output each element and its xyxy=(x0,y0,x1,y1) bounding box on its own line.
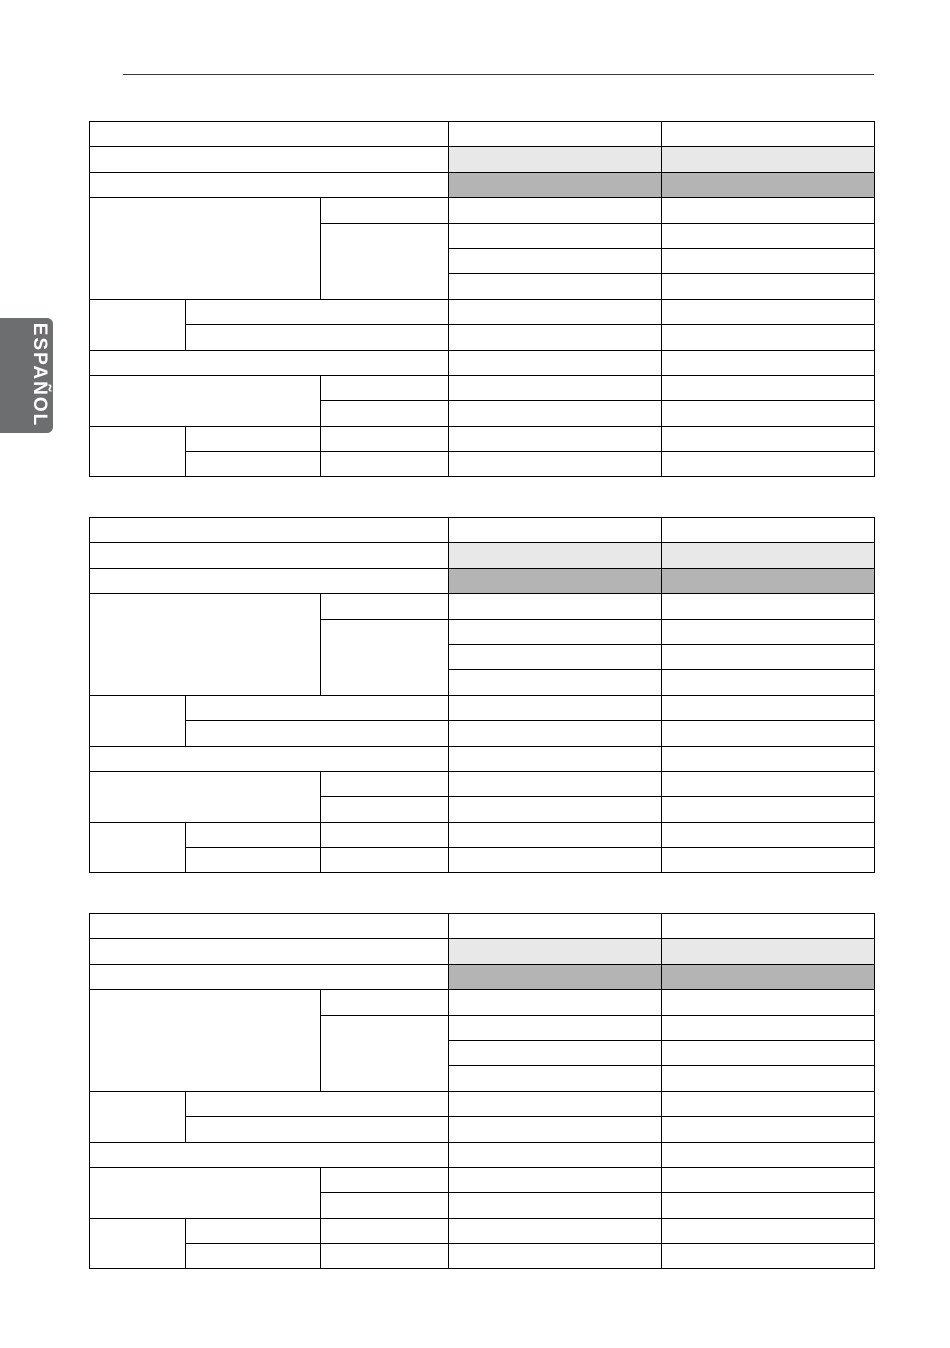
table-cell xyxy=(662,797,875,822)
table-row xyxy=(90,746,875,771)
table-cell xyxy=(662,644,875,669)
table-cell xyxy=(662,147,875,172)
table-cell xyxy=(90,1218,186,1269)
table-row xyxy=(90,518,875,543)
table-cell xyxy=(662,401,875,426)
table-cell xyxy=(449,746,662,771)
table-cell xyxy=(662,299,875,324)
table-cell xyxy=(662,426,875,451)
table-row xyxy=(90,848,875,873)
table-cell xyxy=(662,248,875,273)
table-cell xyxy=(662,1040,875,1065)
table-cell xyxy=(662,1091,875,1116)
table-cell xyxy=(186,822,321,847)
table-cell xyxy=(90,990,321,1092)
table-cell xyxy=(449,568,662,593)
table-cell xyxy=(186,426,321,451)
table-cell xyxy=(449,274,662,299)
table-cell xyxy=(90,568,449,593)
table-cell xyxy=(449,518,662,543)
table-cell xyxy=(321,198,449,223)
table-row xyxy=(90,822,875,847)
table-row xyxy=(90,1167,875,1192)
table-cell xyxy=(662,1117,875,1142)
table-cell xyxy=(90,746,449,771)
table-cell xyxy=(662,670,875,695)
table-row xyxy=(90,325,875,350)
table-row xyxy=(90,1091,875,1116)
table-row xyxy=(90,964,875,989)
table-cell xyxy=(449,350,662,375)
table-cell xyxy=(321,375,449,400)
language-tab-label: ESPAÑOL xyxy=(29,322,50,428)
table-cell xyxy=(186,695,449,720)
header-rule xyxy=(123,74,874,75)
table-cell xyxy=(449,426,662,451)
table-cell xyxy=(90,172,449,197)
table-cell xyxy=(449,1091,662,1116)
table-cell xyxy=(186,325,449,350)
table-cell xyxy=(90,1142,449,1167)
table-cell xyxy=(90,771,321,822)
table-cell xyxy=(186,721,449,746)
table-cell xyxy=(90,375,321,426)
table-row xyxy=(90,350,875,375)
table-cell xyxy=(662,939,875,964)
table-cell xyxy=(662,695,875,720)
table-row xyxy=(90,122,875,147)
table-row xyxy=(90,1117,875,1142)
table-cell xyxy=(662,518,875,543)
table-cell xyxy=(449,1015,662,1040)
table-cell xyxy=(662,543,875,568)
table-cell xyxy=(321,797,449,822)
table-cell xyxy=(321,223,449,299)
table-cell xyxy=(449,1117,662,1142)
table-cell xyxy=(90,939,449,964)
table-row xyxy=(90,939,875,964)
table-cell xyxy=(90,1091,186,1142)
table-cell xyxy=(449,797,662,822)
table-cell xyxy=(449,122,662,147)
table-row xyxy=(90,198,875,223)
table-cell xyxy=(449,939,662,964)
table-cell xyxy=(321,990,449,1015)
table-cell xyxy=(449,248,662,273)
table-cell xyxy=(449,644,662,669)
table-cell xyxy=(449,198,662,223)
table-cell xyxy=(662,375,875,400)
table-row xyxy=(90,147,875,172)
table-cell xyxy=(321,848,449,873)
table-row xyxy=(90,771,875,796)
table-cell xyxy=(449,375,662,400)
table-cell xyxy=(90,122,449,147)
table-cell xyxy=(662,172,875,197)
table-row xyxy=(90,914,875,939)
table-cell xyxy=(662,274,875,299)
table-cell xyxy=(449,822,662,847)
table-cell xyxy=(321,1244,449,1269)
table-cell xyxy=(449,594,662,619)
table-cell xyxy=(449,543,662,568)
table-cell xyxy=(662,964,875,989)
table-cell xyxy=(186,452,321,477)
table-cell xyxy=(662,914,875,939)
table-cell xyxy=(90,914,449,939)
table-cell xyxy=(321,822,449,847)
table-cell xyxy=(449,1167,662,1192)
table-cell xyxy=(662,1167,875,1192)
table-cell xyxy=(321,771,449,796)
table-cell xyxy=(662,350,875,375)
table-row xyxy=(90,568,875,593)
table-cell xyxy=(449,401,662,426)
table-cell xyxy=(449,990,662,1015)
table-cell xyxy=(186,1218,321,1243)
table-row xyxy=(90,1218,875,1243)
table-cell xyxy=(662,198,875,223)
table-cell xyxy=(449,223,662,248)
table-row xyxy=(90,695,875,720)
table-cell xyxy=(321,426,449,451)
table-cell xyxy=(662,1244,875,1269)
table-cell xyxy=(662,771,875,796)
table-cell xyxy=(449,452,662,477)
table-cell xyxy=(662,452,875,477)
spec-table-2 xyxy=(89,517,875,873)
table-cell xyxy=(321,452,449,477)
table-cell xyxy=(90,822,186,873)
table-cell xyxy=(662,746,875,771)
table-cell xyxy=(449,1066,662,1091)
table-cell xyxy=(449,670,662,695)
table-row xyxy=(90,172,875,197)
table-cell xyxy=(321,1193,449,1218)
table-cell xyxy=(662,619,875,644)
table-cell xyxy=(186,848,321,873)
table-cell xyxy=(449,964,662,989)
table-cell xyxy=(662,721,875,746)
table-cell xyxy=(449,325,662,350)
table-cell xyxy=(90,1167,321,1218)
table-cell xyxy=(90,543,449,568)
table-cell xyxy=(321,594,449,619)
table-cell xyxy=(662,1193,875,1218)
table-cell xyxy=(662,1066,875,1091)
table-cell xyxy=(662,223,875,248)
table-cell xyxy=(90,299,186,350)
table-cell xyxy=(662,822,875,847)
table-cell xyxy=(449,1218,662,1243)
table-cell xyxy=(90,695,186,746)
table-row xyxy=(90,452,875,477)
table-cell xyxy=(662,848,875,873)
table-cell xyxy=(90,518,449,543)
table-cell xyxy=(449,1193,662,1218)
table-cell xyxy=(662,568,875,593)
table-cell xyxy=(449,914,662,939)
table-cell xyxy=(449,771,662,796)
table-cell xyxy=(90,594,321,696)
table-cell xyxy=(662,990,875,1015)
table-cell xyxy=(449,1244,662,1269)
table-cell xyxy=(662,594,875,619)
table-row xyxy=(90,594,875,619)
table-cell xyxy=(90,350,449,375)
table-cell xyxy=(449,695,662,720)
table-cell xyxy=(90,147,449,172)
table-cell xyxy=(662,325,875,350)
table-cell xyxy=(321,1015,449,1091)
table-cell xyxy=(449,147,662,172)
table-cell xyxy=(449,721,662,746)
table-cell xyxy=(662,1015,875,1040)
table-row xyxy=(90,543,875,568)
table-row xyxy=(90,721,875,746)
table-cell xyxy=(449,1142,662,1167)
table-cell xyxy=(662,1142,875,1167)
table-cell xyxy=(186,299,449,324)
table-cell xyxy=(186,1244,321,1269)
table-cell xyxy=(90,198,321,300)
table-cell xyxy=(449,1040,662,1065)
table-cell xyxy=(449,172,662,197)
table-row xyxy=(90,299,875,324)
spec-table-3 xyxy=(89,913,875,1269)
table-row xyxy=(90,426,875,451)
spec-table-1 xyxy=(89,121,875,477)
table-row xyxy=(90,375,875,400)
table-cell xyxy=(186,1091,449,1116)
table-row xyxy=(90,990,875,1015)
table-cell xyxy=(90,426,186,477)
table-cell xyxy=(662,122,875,147)
table-cell xyxy=(90,964,449,989)
table-cell xyxy=(321,401,449,426)
table-cell xyxy=(662,1218,875,1243)
table-cell xyxy=(186,1117,449,1142)
table-cell xyxy=(449,299,662,324)
table-cell xyxy=(321,619,449,695)
table-cell xyxy=(449,848,662,873)
table-row xyxy=(90,1142,875,1167)
table-cell xyxy=(449,619,662,644)
table-cell xyxy=(321,1218,449,1243)
table-cell xyxy=(321,1167,449,1192)
table-row xyxy=(90,1244,875,1269)
